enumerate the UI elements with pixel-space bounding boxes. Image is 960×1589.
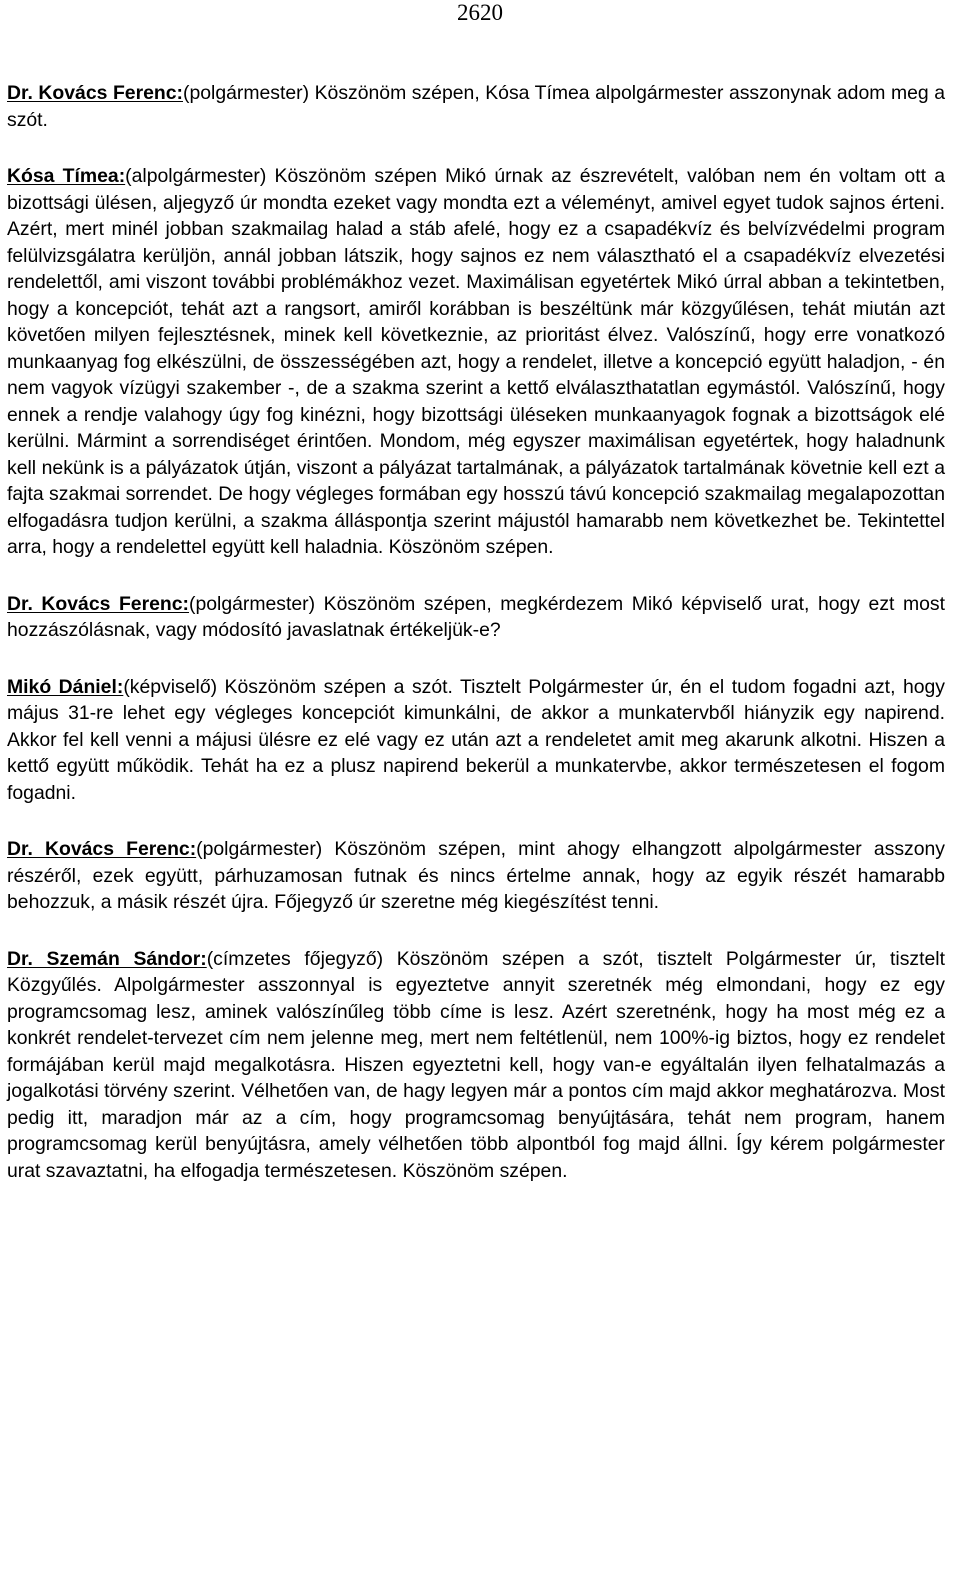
paragraph-text: (képviselő) Köszönöm szépen a szót. Tisztelt Polgármester úr, én el tudom fogadni azt, hogy május 31-re lehet egy végleges koncepciót kimunkálni, de akkor a munkatervből hiányzik egy napirend. Akkor fel kell venni a májusi ülésre ez elé vagy ez után azt a rendeletet amit meg akarunk alkotni. Hiszen a kettő együtt működik. Tehát ha ez a plusz napirend bekerül a munkatervbe, akkor természetesen el fogom fogadni. (7, 675, 945, 804)
paragraph-text: (polgármester) Köszönöm szépen, megkérdezem Mikó képviselő urat, hogy ezt most hozzászólásnak, vagy módosító javaslatnak értékeljük-e? (7, 592, 945, 641)
paragraph (7, 80, 945, 133)
document-body (7, 80, 945, 1214)
paragraph-text: (címzetes főjegyző) Köszönöm szépen a szót, tisztelt Polgármester úr, tisztelt Közgyűlés. Alpolgármester asszonnyal is egyeztetve annyit szeretnék még elmondani, hogy ez egy programcsomag lesz, aminek valószínűleg több címe is lesz. Azért szeretnénk, hogy ha most még ez a konkrét rendelet-tervezet cím nem jelenne meg, mert nem feltétlenül, nem 100%-ig biztos, hogy ez rendelet formájában kerül majd megalkotásra. Hiszen egyeztetni kell, hogy van-e egyáltalán ilyen felhatalmazás a jogalkotási törvény szerint. Vélhetően van, de hagy legyen már a pontos cím majd akkor meghatározva. Most pedig itt, maradjon már az a cím, hogy programcsomag benyújtására, tehát nem program, hanem programcsomag kerül benyújtásra, amely vélhetően több alpontból fog majd állni. Így kérem polgármester urat szavaztatni, ha elfogadja természetesen. Köszönöm szépen. (7, 947, 945, 1182)
speaker-name: Kósa Tímea: (7, 165, 126, 187)
speaker-name: Dr. Kovács Ferenc: (7, 592, 190, 615)
speaker-name: Mikó Dániel: (7, 675, 124, 698)
speaker-name: Dr. Szemán Sándor: (7, 947, 207, 970)
paragraph (7, 836, 945, 916)
page-number: 2620 (457, 0, 503, 25)
paragraph (7, 591, 945, 644)
paragraph (7, 946, 945, 1185)
speaker-name: Dr. Kovács Ferenc: (7, 838, 197, 860)
paragraph-text: (polgármester) Köszönöm szépen, mint ahogy elhangzott alpolgármester asszony részéről, ezek együtt, párhuzamosan futnak és nincs értelme annak, hogy az egyik részét hamarabb behozzuk, a másik részét újra. Főjegyző úr szeretne még kiegészítést tenni. (7, 838, 945, 913)
paragraph (7, 163, 945, 561)
paragraph-text: (polgármester) Köszönöm szépen, Kósa Tímea alpolgármester asszonynak adom meg a szót. (7, 82, 945, 131)
paragraph (7, 674, 945, 807)
paragraph-text: (alpolgármester) Köszönöm szépen Mikó úrnak az észrevételt, valóban nem én voltam ott a bizottsági ülésen, aljegyző úr mondta ezeket vagy mondta ezt a véleményt, amivel egyet tudok sajnos érteni. Azért, mert minél jobban szakmailag halad a stáb afelé, hogy ez a csapadékvíz és belvízvédelmi program felülvizsgálatra kerüljön, annál jobban látszik, hogy sajnos ez nem választható el a csapadékvíz elvezetési rendelettől, ami viszont további problémákhoz vezet. Maximálisan egyetértek Mikó úrral abban a tekintetben, hogy a koncepciót, tehát azt a rangsort, amiről korábban is beszéltünk már közgyűlésen, tehát miután azt követően milyen fejlesztésnek, minek kell következnie, az prioritást élvez. Valószínű, hogy erre vonatkozó munkaanyag fog elkészülni, de összességében azt, hogy a rendelet, illetve a koncepció együtt haladjon, - én nem vagyok vízügyi szakember -, de a szakma szerint a kettő elválaszthatatlan egymástól. Valószínű, hogy ennek a rendje valahogy úgy fog kinézni, hogy bizottsági üléseken munkaanyagok fognak a bizottságok elé kerülni. Mármint a sorrendiséget érintően. Mondom, még egyszer maximálisan egyetértek, hogy haladnunk kell nekünk is a pályázatok útján, viszont a pályázat tartalmának, a pályázatok tartalmának követnie kell ezt a fajta szakmai sorrendet. De hogy végleges formában egy hosszú távú koncepció szakmailag megalapozottan elfogadásra tudjon kerülni, a szakma álláspontja szerint májustól hamarabb nem következhet be. Tekintettel arra, hogy a rendelettel együtt kell haladnia. Köszönöm szépen. (7, 165, 945, 558)
speaker-name: Dr. Kovács Ferenc: (7, 82, 183, 104)
